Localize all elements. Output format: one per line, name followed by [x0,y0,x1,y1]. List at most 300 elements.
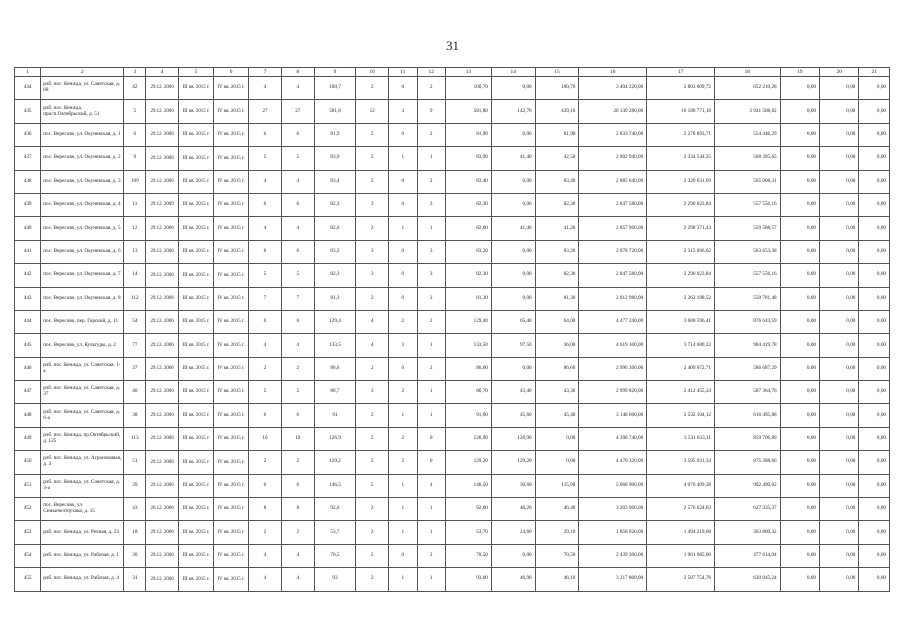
table-cell: 0,00 [491,544,535,567]
table-cell: 82,3 [314,264,356,287]
table-cell: 4 [281,334,314,357]
table-cell: 0,00 [780,170,819,193]
table-cell: 46,20 [491,498,535,521]
table-cell: 363 800,32 [715,521,781,544]
table-cell: 4 619 100,00 [579,334,647,357]
table-cell: 81,30 [535,287,579,310]
table-cell: 0 [417,427,445,450]
table-cell: 0,00 [535,427,579,450]
table-cell: 20 130 280,00 [579,100,647,123]
table-cell: 53,70 [445,521,491,544]
table-cell: 0 [417,451,445,474]
table-cell: 2 847 580,00 [579,264,647,287]
table-cell: рлб. пос. Кенжда, ул. Советская, д. 68 [41,77,124,100]
table-cell: 29.12. 2006 [146,217,179,240]
table-cell: 2 [356,544,389,567]
table-cell: 1 [389,147,417,170]
table-cell: 0,00 [780,451,819,474]
table-cell: 126,9 [314,427,356,450]
table-cell: 29.12. 2006 [146,404,179,427]
table-cell: 434 [15,77,41,100]
table-cell: 86,70 [445,381,491,404]
table-cell: 0,00 [859,147,890,170]
table-cell: 16 188 771,18 [647,100,715,123]
table-cell: 70,50 [535,544,579,567]
table-cell: 1 [389,474,417,497]
table-cell: 2 [417,170,445,193]
table-cell: 453 [15,521,41,544]
table-cell: 557 556,16 [715,264,781,287]
table-cell: 65,40 [491,310,535,333]
table-cell: 146,5 [314,474,356,497]
table-cell: 1 [389,217,417,240]
table-cell: 81,30 [445,287,491,310]
table-cell: 0,00 [780,287,819,310]
table-cell: 0,00 [820,264,859,287]
table-cell: 1 858 020,00 [579,521,647,544]
table-cell: 81,90 [535,123,579,146]
housing-register-table [14,67,890,592]
table-cell: 8 [281,498,314,521]
table-cell: 46,10 [535,568,579,591]
table-cell: 435 [15,100,41,123]
table-cell: 9 [124,147,146,170]
table-cell: 6 [124,123,146,146]
table-cell: 0,00 [859,287,890,310]
table-cell: IV кв. 2015 г. [214,264,249,287]
table-cell: 563 653,38 [715,240,781,263]
table-cell: 0,00 [820,334,859,357]
column-number: 15 [535,68,579,77]
table-cell: 29.12. 2006 [146,381,179,404]
table-cell: 126,90 [445,427,491,450]
table-cell: 3 [389,100,417,123]
table-cell: IV кв. 2015 г. [214,474,249,497]
table-cell: 13 [124,240,146,263]
table-row [15,474,890,497]
table-cell: III кв. 2015 г. [179,521,214,544]
table-cell: 436 [15,123,41,146]
table-cell: III кв. 2015 г. [179,77,214,100]
table-cell: 0,00 [820,100,859,123]
table-cell: 18 [124,521,146,544]
table-cell: 627 335,37 [715,498,781,521]
table-cell: 86,60 [445,357,491,380]
table-cell: 1 [389,568,417,591]
table-cell: 0,00 [859,217,890,240]
table-cell: 39 [124,474,146,497]
table-cell: 0,00 [780,381,819,404]
table-cell: 557 556,16 [715,193,781,216]
table-row [15,357,890,380]
table-cell: 586 687,29 [715,357,781,380]
table-cell: пос. Вересово, ул. Окуневская, д. 4 [41,193,124,216]
table-cell: 448 [15,404,41,427]
table-cell: 29.12. 2006 [146,100,179,123]
table-cell: 10 [281,427,314,450]
table-cell: 0,00 [820,451,859,474]
table-cell: 6 [281,404,314,427]
table-cell: 0,00 [820,568,859,591]
table-cell: 91 [314,404,356,427]
table-cell: IV кв. 2015 г. [214,334,249,357]
table-cell: 0,00 [820,357,859,380]
table-cell: 2 [249,451,282,474]
table-cell: 2 [356,427,389,450]
table-cell: 0,00 [491,287,535,310]
table-cell: 0,00 [859,381,890,404]
table-cell: 875 288,66 [715,451,781,474]
table-cell: 29.12. 2006 [146,427,179,450]
table-cell: 0,00 [859,310,890,333]
table-cell: 3 595 031,34 [647,451,715,474]
table-cell: 29.12. 2006 [146,147,179,170]
table-cell: 6 [249,404,282,427]
table-cell: 129,2 [314,451,356,474]
column-number: 14 [491,68,535,77]
table-cell: IV кв. 2015 г. [214,193,249,216]
table-cell: 4 [281,77,314,100]
table-cell: 2 [356,217,389,240]
table-cell: 992 490,62 [715,474,781,497]
table-cell: 559 588,57 [715,217,781,240]
table-cell: пос. Вересово, ул. Окуневская, д. 1 [41,123,124,146]
table-cell: 2 [356,451,389,474]
table-cell: 0,00 [780,310,819,333]
table-cell: 565 008,31 [715,170,781,193]
table-cell: 0,00 [780,77,819,100]
table-cell: 0,00 [491,357,535,380]
table-cell: 454 [15,544,41,567]
table-cell: 4 470 320,00 [579,451,647,474]
table-cell: 0,00 [491,77,535,100]
table-cell: IV кв. 2015 г. [214,498,249,521]
table-cell: 437 [15,147,41,170]
column-number: 1 [15,68,41,77]
table-cell: 40 [124,381,146,404]
table-cell: 2 532 104,12 [647,404,715,427]
table-cell: 0,00 [780,521,819,544]
table-cell: III кв. 2015 г. [179,147,214,170]
table-cell: 2 [356,77,389,100]
table-cell: 3 203 960,00 [579,498,647,521]
table-cell: пос. Вересово, ул. Семьичелтоухова, д. 15 [41,498,124,521]
table-cell: 83,20 [445,240,491,263]
table-cell: 0,00 [859,334,890,357]
table-cell: IV кв. 2015 г. [214,147,249,170]
table-cell: 2 878 720,00 [579,240,647,263]
table-cell: 92,60 [445,498,491,521]
table-cell: 0 [389,240,417,263]
column-number: 12 [417,68,445,77]
table-cell: 2 [356,147,389,170]
table-cell: 630 045,24 [715,568,781,591]
table-cell: 4 477 240,00 [579,310,647,333]
table-cell: 0,00 [780,568,819,591]
table-cell: 3 600 596,41 [647,310,715,333]
table-cell: 2 290 023,84 [647,264,715,287]
table-cell: 27 [281,100,314,123]
table-row [15,521,890,544]
table-cell: 5 [124,100,146,123]
table-cell: 455 [15,568,41,591]
table-row [15,427,890,450]
table-cell: 83,90 [445,147,491,170]
table-cell: 86,6 [314,357,356,380]
table-cell: пос. Вересово, ул. Окуневская, д. 3 [41,170,124,193]
table-cell: 904 419,78 [715,334,781,357]
table-cell: 133,5 [314,334,356,357]
table-cell: 29.12. 2006 [146,568,179,591]
table-cell: III кв. 2015 г. [179,217,214,240]
table-cell: 2 812 980,00 [579,287,647,310]
table-cell: IV кв. 2015 г. [214,100,249,123]
table-cell: 51 [124,451,146,474]
table-cell: 129,4 [314,310,356,333]
table-row [15,310,890,333]
table-cell: 41,40 [491,217,535,240]
table-cell: 0,00 [780,193,819,216]
table-cell: IV кв. 2015 г. [214,427,249,450]
table-cell: 0,00 [820,287,859,310]
table-cell: 2 [281,357,314,380]
table-cell: 445 [15,334,41,357]
table-cell: 4 [281,217,314,240]
table-cell: 29.12. 2009 [146,193,179,216]
table-cell: IV кв. 2015 г. [214,123,249,146]
table-cell: IV кв. 2015 г. [214,404,249,427]
table-cell: 2 [356,568,389,591]
table-cell: рлб. пос. Кенжда, ул. Речная, д. 23 [41,521,124,544]
table-cell: 0,00 [780,100,819,123]
table-cell: 2 902 940,00 [579,147,647,170]
table-cell: 83,40 [535,170,579,193]
column-number: 21 [859,68,890,77]
table-cell: 5 [249,381,282,404]
table-cell: 81,3 [314,287,356,310]
table-cell: 2 [249,521,282,544]
table-cell: 83,4 [314,170,356,193]
column-number-row [15,68,890,77]
table-cell: 581,8 [314,100,356,123]
table-cell: 0,00 [859,568,890,591]
table-cell: 2 [281,521,314,544]
table-cell: 0,00 [859,404,890,427]
table-cell: 53,7 [314,521,356,544]
table-cell: 3 [356,240,389,263]
table-cell: 29.12. 2006 [146,264,179,287]
column-number: 20 [820,68,859,77]
table-cell: 2 315 066,62 [647,240,715,263]
table-cell: 3 [389,334,417,357]
table-cell: 3 [356,264,389,287]
table-cell: 12 [124,217,146,240]
table-cell: 0,00 [491,193,535,216]
table-cell: 446 [15,357,41,380]
table-cell: 2 885 640,00 [579,170,647,193]
table-cell: 2 [417,287,445,310]
table-cell: III кв. 2015 г. [179,404,214,427]
table-cell: 54 [124,310,146,333]
table-cell: 6 [249,474,282,497]
table-cell: 2 996 360,00 [579,357,647,380]
table-cell: 6 [249,240,282,263]
table-cell: 652 210,28 [715,77,781,100]
column-number: 7 [249,68,282,77]
table-cell: 0,00 [820,521,859,544]
column-number: 6 [214,68,249,77]
table-cell: 2 [389,427,417,450]
table-cell: 46,40 [535,498,579,521]
table-cell: 4 390 740,00 [579,427,647,450]
table-cell: 29.12. 2006 [146,451,179,474]
table-cell: III кв. 2015 г. [179,568,214,591]
table-cell: 142,76 [491,100,535,123]
table-cell: 2 [356,287,389,310]
table-cell: 29.12. 2006 [146,123,179,146]
table-cell: 26.12. 2006 [146,498,179,521]
table-cell: 0,00 [820,240,859,263]
table-cell: IV кв. 2015 г. [214,451,249,474]
table-cell: 2 [417,310,445,333]
table-cell: IV кв. 2015 г. [214,381,249,404]
table-cell: 133,50 [445,334,491,357]
table-cell: пос. Вересово, ул. Окуневская, д. 7 [41,264,124,287]
table-cell: 4 [249,77,282,100]
table-cell: 3 [417,240,445,263]
column-number: 3 [124,68,146,77]
table-cell: 0,00 [820,381,859,404]
table-cell: 86,60 [535,357,579,380]
table-cell: 0,00 [820,217,859,240]
table-cell: 2 [389,451,417,474]
table-cell: 1 [417,404,445,427]
table-cell: 4 [281,170,314,193]
table-cell: 146,50 [445,474,491,497]
table-cell: 0,00 [859,170,890,193]
table-cell: III кв. 2015 г. [179,170,214,193]
table-cell: 0,00 [820,77,859,100]
table-cell: 29.12. 2006 [146,357,179,380]
table-cell: 2 320 631,69 [647,170,715,193]
table-cell: 3 [356,381,389,404]
table-cell: 100,7 [314,77,356,100]
table-cell: III кв. 2015 г. [179,334,214,357]
table-cell: 2 833 740,00 [579,123,647,146]
table-cell: III кв. 2015 г. [179,264,214,287]
table-cell: 6 [281,193,314,216]
table-cell: 1 [417,334,445,357]
table-cell: 70,5 [314,544,356,567]
table-cell: 6 [249,310,282,333]
table-cell: III кв. 2015 г. [179,427,214,450]
table-cell: пос. Вересово, пер. Горский, д. 11 [41,310,124,333]
table-cell: 0 [389,264,417,287]
table-cell: 0,00 [859,451,890,474]
table-cell: III кв. 2015 г. [179,193,214,216]
table-cell: 1 [389,404,417,427]
table-cell: 1 [417,568,445,591]
column-number: 19 [780,68,819,77]
table-cell: 2 [389,310,417,333]
table-cell: III кв. 2015 г. [179,474,214,497]
table-cell: III кв. 2015 г. [179,381,214,404]
table-cell: 1 [417,498,445,521]
table-cell: 0,00 [491,264,535,287]
table-cell: 29.12. 2006 [146,544,179,567]
table-cell: III кв. 2015 г. [179,544,214,567]
table-cell: 29.12. 2006 [146,240,179,263]
table-cell: IV кв. 2015 г. [214,240,249,263]
table-cell: 6 [281,310,314,333]
table-row [15,334,890,357]
table-cell: 0,00 [780,147,819,170]
table-cell: 0 [389,170,417,193]
table-cell: IV кв. 2015 г. [214,521,249,544]
table-cell: 3 [417,264,445,287]
table-cell: 12 [356,100,389,123]
table-cell: 3 217 800,00 [579,568,647,591]
table-cell: 2 334 544,35 [647,147,715,170]
table-cell: 3 [417,193,445,216]
table-cell: 0,00 [780,427,819,450]
table-cell: рлб. пос. Кенжда, просп.Октябрьский, д. 51 [41,100,124,123]
table-cell: 8 [249,498,282,521]
table-cell: 0,00 [780,474,819,497]
table-cell: 29.12. 2006 [146,310,179,333]
table-cell: 0,00 [820,544,859,567]
table-cell: 4 [356,310,389,333]
table-cell: 0,00 [820,170,859,193]
table-cell: 2 439 300,00 [579,544,647,567]
table-cell: 0,00 [859,240,890,263]
table-cell: 0,00 [780,123,819,146]
table-cell: 5 [281,381,314,404]
table-cell: 6 [249,193,282,216]
table-cell: 129,20 [491,451,535,474]
table-cell: 112 [124,287,146,310]
table-cell: 2 803 009,72 [647,77,715,100]
table-cell: 97,50 [491,334,535,357]
table-cell: 1 [389,521,417,544]
table-cell: 30,60 [491,474,535,497]
table-cell: 0,00 [780,544,819,567]
table-cell: рлб. пос. Кенжда, ул. Агрономавая, д. 3 [41,451,124,474]
table-cell: 109 [124,170,146,193]
table-cell: рлб. пос. Кенжда, ул. Рабочая, д. 1 [41,544,124,567]
table-cell: 7 [281,287,314,310]
table-cell: 64,00 [535,310,579,333]
table-cell: 2 [417,544,445,567]
table-cell: 441 [15,240,41,263]
column-number: 18 [715,68,781,77]
table-cell: 36,00 [535,334,579,357]
column-number: 5 [179,68,214,77]
table-cell: 42 [124,77,146,100]
table-cell: 2 857 960,00 [579,217,647,240]
table-cell: III кв. 2015 г. [179,287,214,310]
table-cell: 587 364,76 [715,381,781,404]
table-cell: 115,90 [535,474,579,497]
table-row [15,264,890,287]
table-cell: 0,00 [859,427,890,450]
table-cell: 0 [389,357,417,380]
table-cell: 2 [249,357,282,380]
table-row [15,544,890,567]
table-row [15,193,890,216]
table-cell: 452 [15,498,41,521]
table-cell: 29,10 [535,521,579,544]
